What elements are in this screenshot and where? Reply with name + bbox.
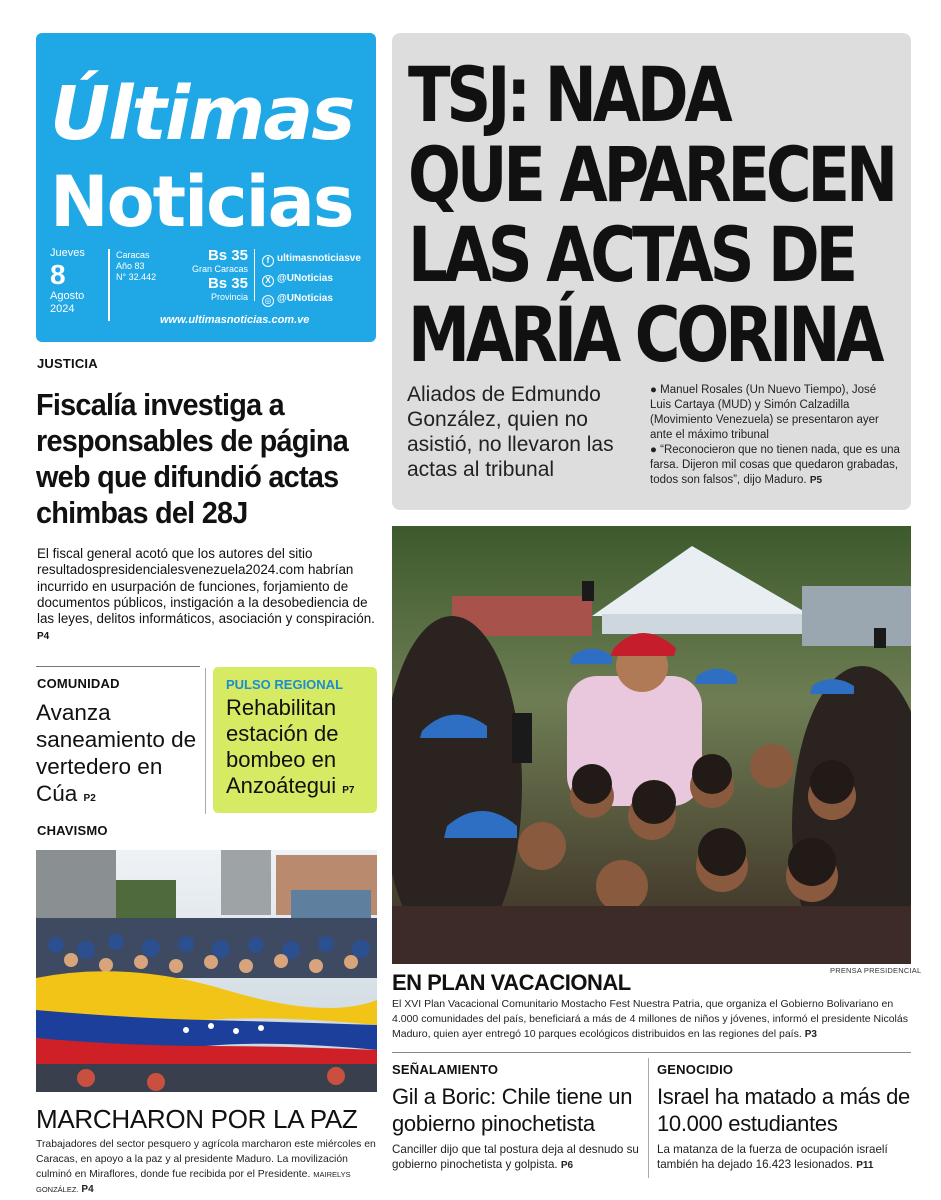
section-label-chavismo: CHAVISMO: [37, 823, 108, 838]
masthead-divider: [108, 249, 110, 321]
social-instagram[interactable]: [262, 289, 361, 309]
brand-logo-line1: Últimas: [50, 71, 354, 157]
weekday: Jueves: [50, 247, 85, 259]
instagram-handle: @UNoticias: [277, 293, 333, 304]
page-ref: P2: [83, 793, 96, 804]
march-photo-image: [36, 850, 377, 1092]
price-caracas-label: Gran Caracas: [191, 264, 248, 274]
city: Caracas: [116, 250, 150, 260]
facebook-icon: f: [262, 255, 274, 267]
month: Agosto: [50, 290, 85, 302]
genocidio-body: La matanza de la fuerza de ocupación israelí también ha dejado 16.423 lesionados. P11: [657, 1143, 888, 1171]
genocidio-headline[interactable]: Israel ha matado a más de 10.000 estudiantes: [657, 1084, 910, 1136]
pulso-headline[interactable]: Rehabilitan estación de bombeo en Anzoátegui P7: [226, 695, 355, 798]
justicia-headline[interactable]: Fiscalía investiga a responsables de página web que difundió actas chimbas del 28J: [36, 387, 349, 530]
lead-headline-line: LAS ACTAS DE: [408, 210, 855, 299]
lead-headline-line: TSJ: NADA: [408, 50, 729, 139]
brand-logo-line2: Noticias: [50, 161, 353, 243]
page-ref: P4: [37, 631, 50, 643]
masthead: [36, 33, 376, 342]
section-label-genocidio: GENOCIDIO: [657, 1062, 734, 1077]
issue-number: N° 32.442: [116, 272, 157, 282]
march-photo: [36, 850, 377, 1092]
page-ref: P6: [560, 1159, 574, 1171]
price-provincia-label: Provincia: [210, 292, 248, 302]
issue-date: [50, 247, 110, 316]
social-x[interactable]: [262, 269, 361, 289]
plan-body: El XVI Plan Vacacional Comunitario Mostacho Fest Nuestra Patria, que organiza el Gobierno Bolivariano en 4.000 comunidades del país, beneficiará a más de 4 millones de niños y jóvenes, informó el presidente Nicolás Maduro, quien ayer entregó 10 parques ecológicos distribuidos en las regiones del país. P3: [392, 998, 908, 1040]
edition-year: Año 83: [116, 261, 145, 271]
price-provincia: Bs 35: [207, 275, 248, 292]
lead-bullets: [650, 383, 900, 488]
social-facebook[interactable]: [262, 249, 361, 269]
march-headline[interactable]: MARCHARON POR LA PAZ: [36, 1104, 358, 1134]
justicia-body: El fiscal general acotó que los autores del sitio resultadospresidencialesvenezuela2024.com habrían incurrido en usurpación de funciones, forjamiento de documentos públicos, instigación a la desobediencia de las leyes, delitos informáticos, asociación y conspiración. P4: [37, 546, 375, 643]
lead-headline-line: QUE APARECEN: [408, 130, 895, 219]
website-link[interactable]: www.ultimasnoticias.com.ve: [160, 314, 310, 326]
social-links: [262, 249, 361, 309]
plan-headline[interactable]: EN PLAN VACACIONAL: [392, 970, 631, 995]
day-number: 8: [50, 259, 66, 290]
prices: [184, 247, 248, 303]
section-label-comunidad: COMUNIDAD: [37, 676, 120, 691]
instagram-icon: ◎: [262, 295, 274, 307]
facebook-handle: ultimasnoticiasve: [277, 253, 361, 264]
page-ref: P5: [809, 475, 823, 486]
comunidad-headline[interactable]: Avanza saneamiento de vertedero en Cúa P2: [36, 700, 197, 806]
divider: [392, 1052, 911, 1053]
lead-headline: [408, 50, 895, 379]
senalamiento-body: Canciller dijo que tal postura deja al desnudo su gobierno pinochetista y golpista. P6: [392, 1143, 639, 1171]
pulso-regional-box: [213, 667, 377, 813]
year: 2024: [50, 303, 75, 315]
divider: [648, 1058, 649, 1178]
lead-bullet-1: ● Manuel Rosales (Un Nuevo Tiempo), José Luis Cartaya (MUD) y Simón Calzadilla (Movimiento Venezuela) se presentaron ayer ante el máximo tribunal: [650, 384, 879, 441]
page-ref: P11: [856, 1159, 874, 1171]
divider: [36, 666, 200, 667]
x-twitter-icon: X: [262, 275, 274, 287]
page-ref: P3: [804, 1029, 817, 1040]
bullet-icon: ●: [650, 384, 657, 396]
lead-photo-image: [392, 526, 911, 964]
edition-meta: [116, 250, 156, 283]
lead-photo: [392, 526, 911, 964]
section-label-justicia: JUSTICIA: [37, 356, 98, 371]
divider: [205, 668, 206, 814]
price-caracas: Bs 35: [207, 247, 248, 264]
march-body: Trabajadores del sector pesquero y agrícola marcharon este miércoles en Caracas, en apoyo a la paz y al presidente Maduro. La movilización culminó en Miraflores, donde fue recibida por el Presidente. MAIRELYS GONZÁLEZ. P4: [36, 1139, 376, 1195]
lead-headline-line: MARÍA CORINA: [408, 290, 881, 379]
page-ref: P4: [81, 1184, 94, 1195]
photo-credit: PRENSA PRESIDENCIAL: [830, 966, 922, 975]
lead-subhead: Aliados de Edmundo González, quien no asistió, no llevaron las actas al tribunal: [407, 383, 614, 481]
senalamiento-headline[interactable]: Gil a Boric: Chile tiene un gobierno pinochetista: [392, 1084, 633, 1136]
page-ref: P7: [342, 785, 355, 796]
section-label-senalamiento: SEÑALAMIENTO: [392, 1062, 499, 1077]
section-label-pulso: PULSO REGIONAL: [226, 677, 344, 692]
lead-bullet-2: ● “Reconocieron que no tienen nada, que es una farsa. Dijeron mil cosas que quedaron grabadas, todos son falsos”, dijo Maduro. P5: [650, 444, 900, 486]
masthead-divider-2: [254, 249, 255, 301]
photo-credit: MAIRELYS GONZÁLEZ.: [36, 1170, 351, 1194]
x-handle: @UNoticias: [277, 273, 333, 284]
bullet-icon: ●: [650, 444, 657, 456]
lead-story: [392, 33, 911, 510]
